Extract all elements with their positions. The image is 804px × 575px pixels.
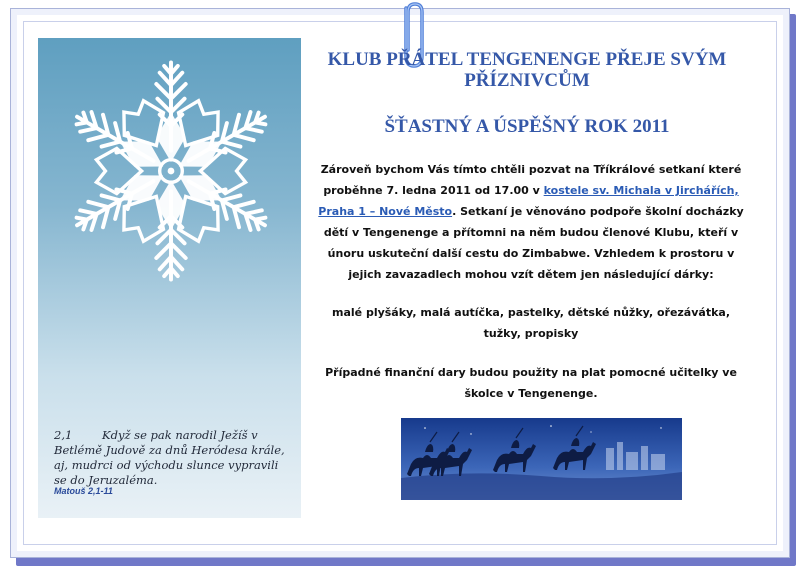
bible-verse bbox=[54, 428, 290, 488]
church-location-link[interactable]: kostele sv. Michala v Jirchářích, Praha 1 – Nové Město bbox=[318, 184, 739, 218]
invitation-text-start: Zároveň bychom Vás tímto chtěli pozvat na Tříkrálové setkaní které proběhne 7. ledna 2011 od 17.00 v bbox=[320, 163, 742, 197]
invitation-text-end: . Setkaní je věnováno podpoře školní docházky dětí v Tengenenge a přítomni na něm budou členové Klubu, kteří v únoru uskuteční další cestu do Zimbabwe. Vzhledem k prostoru v jejich zavazadlech mohou vzít dětem jen následující dárky: bbox=[323, 205, 744, 281]
verse-number: 2,1 bbox=[54, 428, 73, 442]
verse-text: Když se pak narodil Ježíš v Betlémě Judově za dnů Heródesa krále, aj, mudrci od východu slunce vypravili se do Jeruzaléma. bbox=[54, 428, 285, 487]
gifts-paragraph: malé plyšáky, malá autíčka, pastelky, dětské nůžky, ořezávátka, tužky, propisky bbox=[332, 306, 730, 340]
invitation-paragraph bbox=[316, 159, 746, 285]
three-kings-camels-illustration bbox=[401, 418, 682, 500]
verse-reference: Matouš 2,1-11 bbox=[54, 486, 113, 496]
snowflake-icon bbox=[58, 58, 284, 284]
card-title: KLUB PŘÁTEL TENGENENGE PŘEJE SVÝM PŘÍZNIVCŮM bbox=[327, 49, 727, 91]
donations-paragraph: Případné finanční dary budou použity na plat pomocné učitelky ve školce v Tengenenge. bbox=[325, 366, 737, 400]
card-subtitle: ŠŤASTNÝ A ÚSPĚŠNÝ ROK 2011 bbox=[384, 116, 670, 137]
left-panel bbox=[38, 38, 301, 518]
